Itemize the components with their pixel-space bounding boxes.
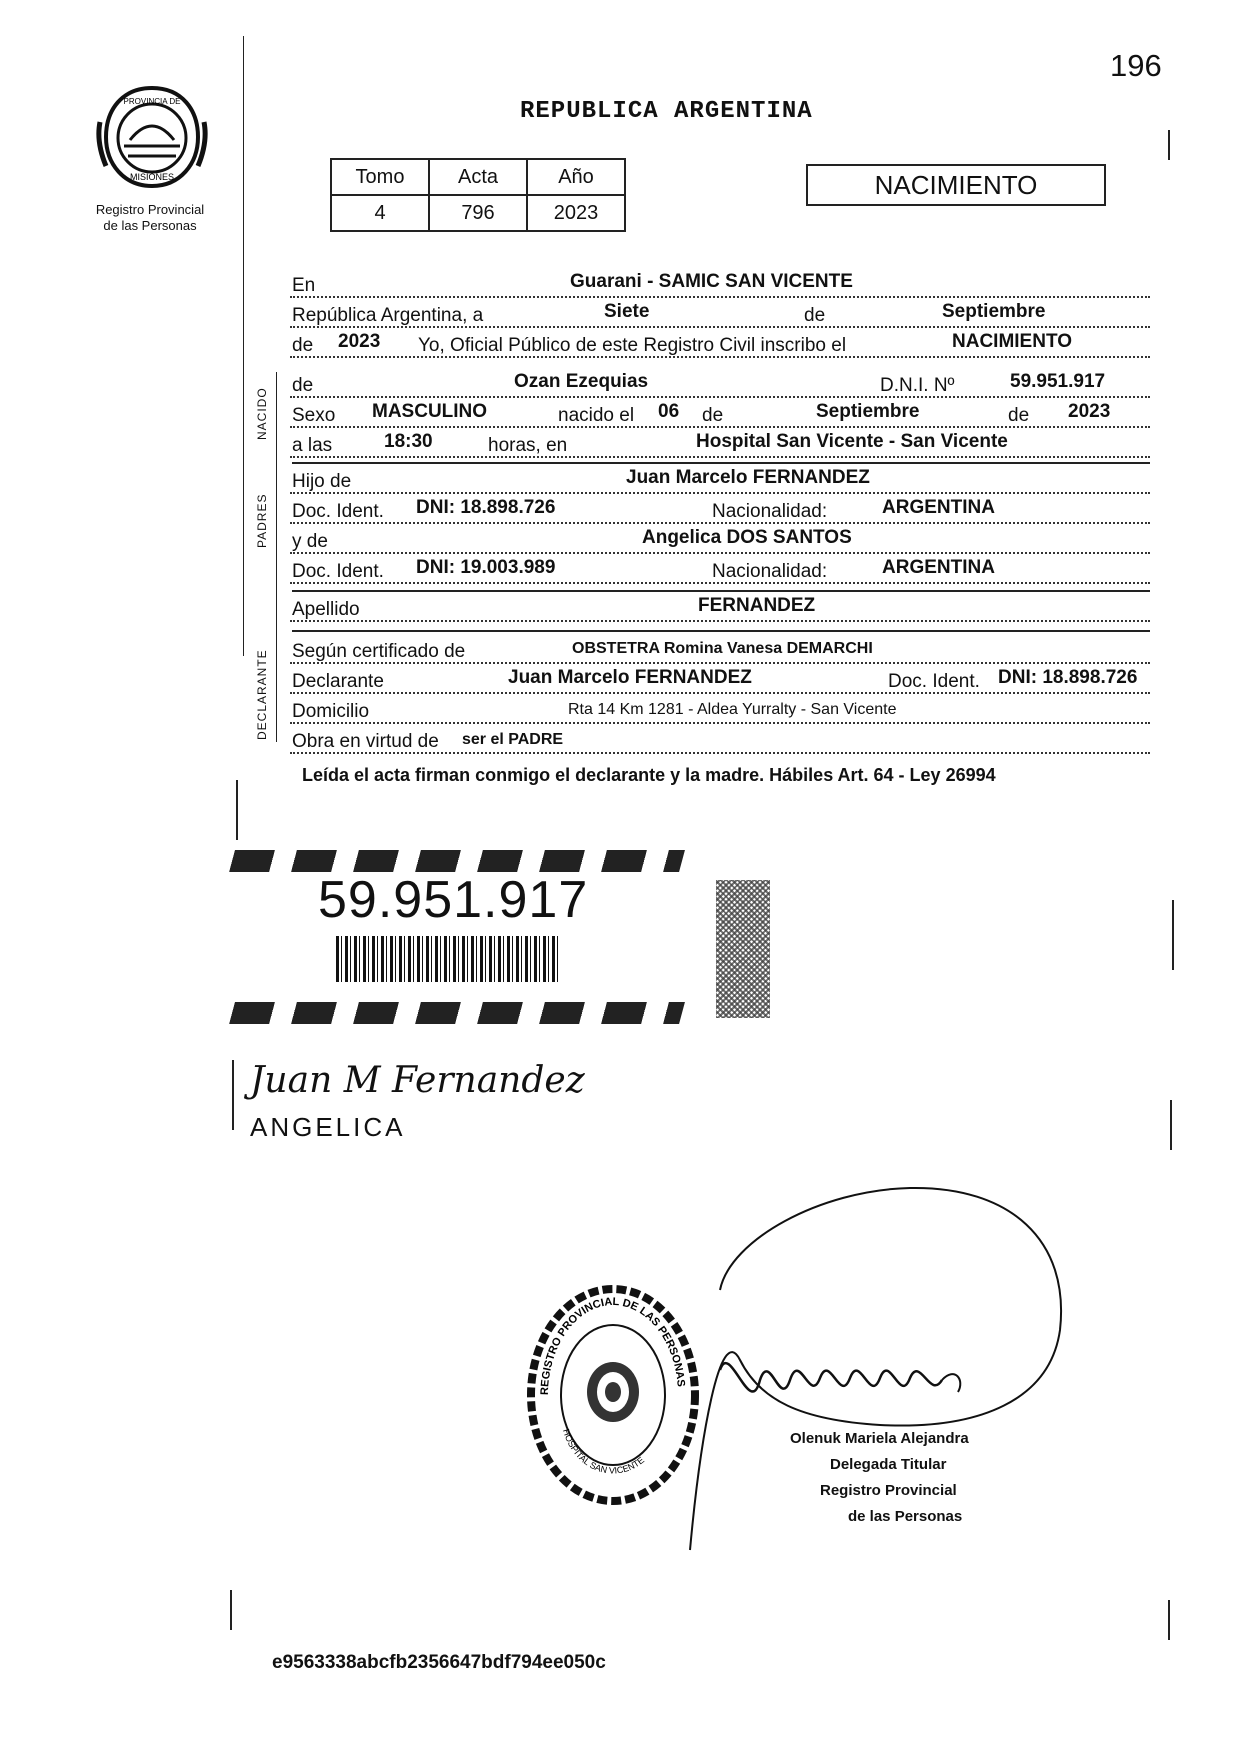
logo-bottom-text: MISIONES (129, 172, 175, 182)
field-label: de (1008, 405, 1030, 426)
barcode-dni: 59.951.917 (318, 871, 589, 929)
margin-line (1172, 900, 1174, 970)
official-signature (680, 1180, 1100, 1560)
org-line: de las Personas (103, 218, 197, 233)
section-label-nacido: NACIDO (255, 387, 269, 440)
field-label: Yo, Oficial Público de este Registro Civil inscribo el (418, 335, 847, 356)
province-logo (92, 82, 212, 192)
field-value: Guarani - SAMIC SAN VICENTE (570, 271, 853, 292)
table-header: Acta (429, 159, 527, 195)
section-divider (276, 372, 277, 742)
document-hash: e9563338abcfb2356647bdf794ee050c (272, 1652, 606, 1673)
field-label: Apellido (292, 599, 360, 620)
field-value: Siete (604, 301, 650, 322)
margin-line (1170, 1100, 1172, 1150)
field-label: Declarante (292, 671, 384, 692)
margin-line (236, 780, 238, 840)
field-label: Hijo de (292, 471, 352, 492)
table-cell: 4 (331, 195, 429, 231)
field-label: Nacionalidad: (712, 561, 828, 582)
record-type-box: NACIMIENTO (806, 164, 1106, 206)
field-name (292, 371, 1150, 398)
section-divider (292, 630, 1150, 632)
official-name: Olenuk Mariela Alejandra (790, 1430, 969, 1447)
record-table (330, 158, 626, 232)
field-value: Juan Marcelo FERNANDEZ (508, 667, 752, 688)
field-year (292, 331, 1150, 358)
logo-top-text: PROVINCIA DE (123, 97, 181, 106)
field-value: Angelica DOS SANTOS (642, 527, 852, 548)
dotted-line (290, 492, 1150, 494)
seal-text: REGISTRO PROVINCIAL DE LAS PERSONAS (538, 1295, 687, 1396)
field-label: D.N.I. Nº (880, 375, 955, 396)
table-header: Tomo (331, 159, 429, 195)
section-label-padres: PADRES (255, 493, 269, 548)
dotted-line (290, 396, 1150, 398)
field-label: de (292, 335, 314, 356)
organization-name (70, 202, 230, 234)
dotted-line (290, 722, 1150, 724)
field-value: Hospital San Vicente - San Vicente (696, 431, 1008, 452)
legal-note: Leída el acta firman conmigo el declarante y la madre. Hábiles Art. 64 - Ley 26994 (302, 765, 996, 785)
field-label: Obra en virtud de (292, 731, 439, 752)
field-label: y de (292, 531, 328, 552)
field-address (292, 700, 1150, 724)
field-label: de (702, 405, 724, 426)
dotted-line (290, 582, 1150, 584)
field-place (292, 271, 1150, 298)
field-value: Septiembre (942, 301, 1046, 322)
dotted-line (290, 692, 1150, 694)
dotted-line (290, 426, 1150, 428)
section-divider (292, 462, 1150, 464)
field-value: 2023 (338, 331, 381, 352)
field-value: 06 (658, 401, 680, 422)
field-value: FERNANDEZ (698, 595, 816, 616)
field-value: DNI: 19.003.989 (416, 557, 556, 578)
svg-text:HOSPITAL SAN VICENTE (561, 1428, 646, 1476)
field-label: República Argentina, a (292, 305, 484, 326)
margin-line (232, 1060, 234, 1130)
field-label: Sexo (292, 405, 336, 426)
dotted-line (290, 356, 1150, 358)
decorative-band (229, 1002, 685, 1024)
field-time (292, 431, 1150, 458)
section-label-declarante: DECLARANTE (255, 649, 269, 740)
field-label: de (804, 305, 826, 326)
page-title: REPUBLICA ARGENTINA (520, 98, 813, 125)
official-org: Registro Provincial (820, 1482, 957, 1499)
field-label: horas, en (488, 435, 568, 456)
field-value: DNI: 18.898.726 (416, 497, 556, 518)
dotted-line (290, 620, 1150, 622)
margin-line (243, 36, 244, 656)
field-mother (292, 527, 1150, 554)
decorative-band (229, 850, 685, 872)
field-label: nacido el (558, 405, 635, 426)
dotted-line (290, 456, 1150, 458)
field-father (292, 467, 1150, 494)
table-cell: 796 (429, 195, 527, 231)
field-declarant (292, 667, 1150, 694)
field-date (292, 301, 1150, 328)
handwritten-name: ANGELICA (250, 1112, 406, 1142)
field-label: de (292, 375, 314, 396)
dotted-line (290, 552, 1150, 554)
dotted-line (290, 662, 1150, 664)
field-certificate (292, 640, 1150, 664)
dotted-line (290, 296, 1150, 298)
margin-line (1168, 130, 1170, 160)
field-value: ser el PADRE (462, 731, 564, 748)
org-line: Registro Provincial (95, 202, 205, 217)
field-value: ARGENTINA (882, 557, 995, 578)
field-label: Nacionalidad: (712, 501, 828, 522)
field-value: ARGENTINA (882, 497, 995, 518)
field-reason (292, 730, 1150, 754)
field-label: En (292, 275, 316, 296)
dotted-line (290, 752, 1150, 754)
official-title: Delegada Titular (830, 1456, 947, 1473)
seal-text: HOSPITAL SAN VICENTE (561, 1427, 647, 1476)
field-label: Doc. Ident. (888, 671, 980, 692)
field-value: Juan Marcelo FERNANDEZ (626, 467, 870, 488)
margin-line (1168, 1600, 1170, 1640)
security-hologram (716, 880, 770, 1018)
field-mother-doc (292, 557, 1150, 584)
dotted-line (290, 522, 1150, 524)
field-sex (292, 401, 1150, 428)
dotted-line (290, 326, 1150, 328)
field-value: OBSTETRA Romina Vanesa DEMARCHI (572, 640, 873, 657)
field-value: Ozan Ezequias (514, 371, 649, 392)
field-label: Domicilio (292, 701, 370, 722)
margin-line (230, 1590, 232, 1630)
handwritten-signature: Juan M Fernandez (250, 1060, 585, 1101)
field-label: a las (292, 435, 333, 456)
official-org: de las Personas (848, 1508, 963, 1525)
barcode (336, 936, 560, 982)
field-value: Rta 14 Km 1281 - Aldea Yurralty - San Vicente (568, 701, 897, 718)
field-value: MASCULINO (372, 401, 488, 422)
field-value: 2023 (1068, 401, 1111, 422)
table-cell: 2023 (527, 195, 625, 231)
section-divider (292, 590, 1150, 592)
field-label: Doc. Ident. (292, 561, 384, 582)
field-father-doc (292, 497, 1150, 524)
field-value: DNI: 18.898.726 (998, 667, 1138, 688)
field-value: NACIMIENTO (952, 331, 1072, 352)
field-value: 59.951.917 (1010, 371, 1106, 392)
field-value: Septiembre (816, 401, 920, 422)
field-surname (292, 595, 1150, 622)
field-label: Doc. Ident. (292, 501, 384, 522)
field-value: 18:30 (384, 431, 433, 452)
field-label: Según certificado de (292, 641, 466, 662)
page-number: 196 (1110, 48, 1162, 83)
table-header: Año (527, 159, 625, 195)
